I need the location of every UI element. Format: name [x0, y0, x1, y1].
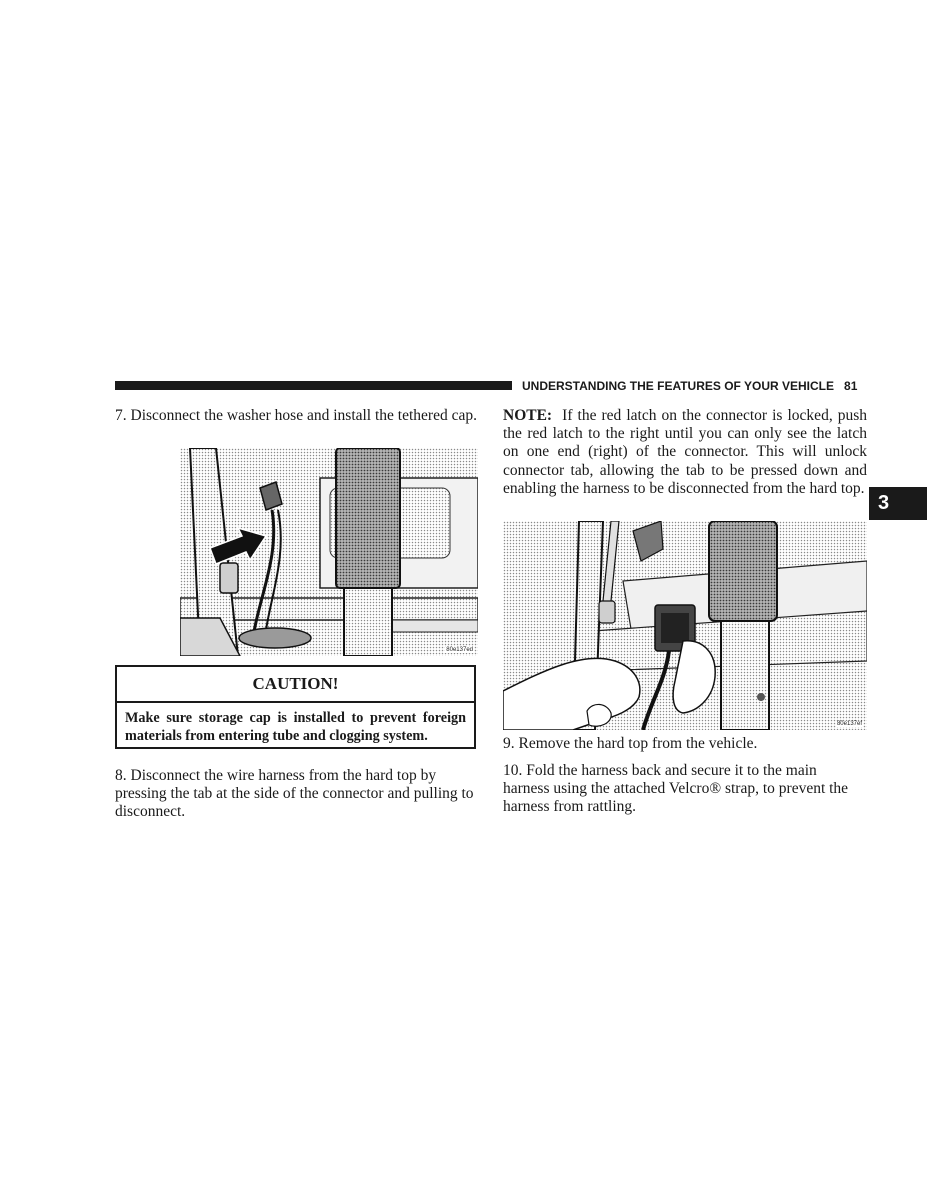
chapter-tab[interactable]: 3 [869, 487, 927, 520]
harness-connector-illustration [503, 521, 867, 730]
step-7-text: 7. Disconnect the washer hose and install the tethered cap. [115, 407, 477, 424]
figure-code: 80e137ed [446, 647, 473, 653]
note-label: NOTE: [503, 407, 553, 424]
note-text: If the red latch on the connector is locked, push the red latch to the right until you can only see the latch on one end (right) of the connector. This will unlock connector tab, allowing the tab to be pressed down and enabling the harness to be disconnected from the hard top. [503, 407, 868, 497]
note-paragraph [503, 407, 867, 498]
caution-title: CAUTION! [117, 667, 474, 703]
caution-box [115, 665, 476, 749]
washer-hose-illustration [180, 448, 478, 656]
figure-code: 80e137ef [836, 721, 862, 727]
figure-washer-hose [180, 448, 478, 656]
step-10-text: 10. Fold the harness back and secure it to the main harness using the attached Velcro® strap, to prevent the harness from rattling. [503, 762, 849, 816]
running-header [522, 378, 867, 394]
header-rule [115, 381, 512, 390]
caution-text: Make sure storage cap is installed to prevent foreign materials from entering tube and clogging system. [125, 710, 466, 744]
step-8-text: 8. Disconnect the wire harness from the hard top by pressing the tab at the side of the connector and pulling to disconnect. [115, 767, 474, 821]
section-title: UNDERSTANDING THE FEATURES OF YOUR VEHICLE [522, 379, 835, 393]
figure-harness-connector [503, 521, 867, 730]
step-9-text: 9. Remove the hard top from the vehicle. [503, 735, 758, 752]
page-number: 81 [844, 379, 858, 393]
